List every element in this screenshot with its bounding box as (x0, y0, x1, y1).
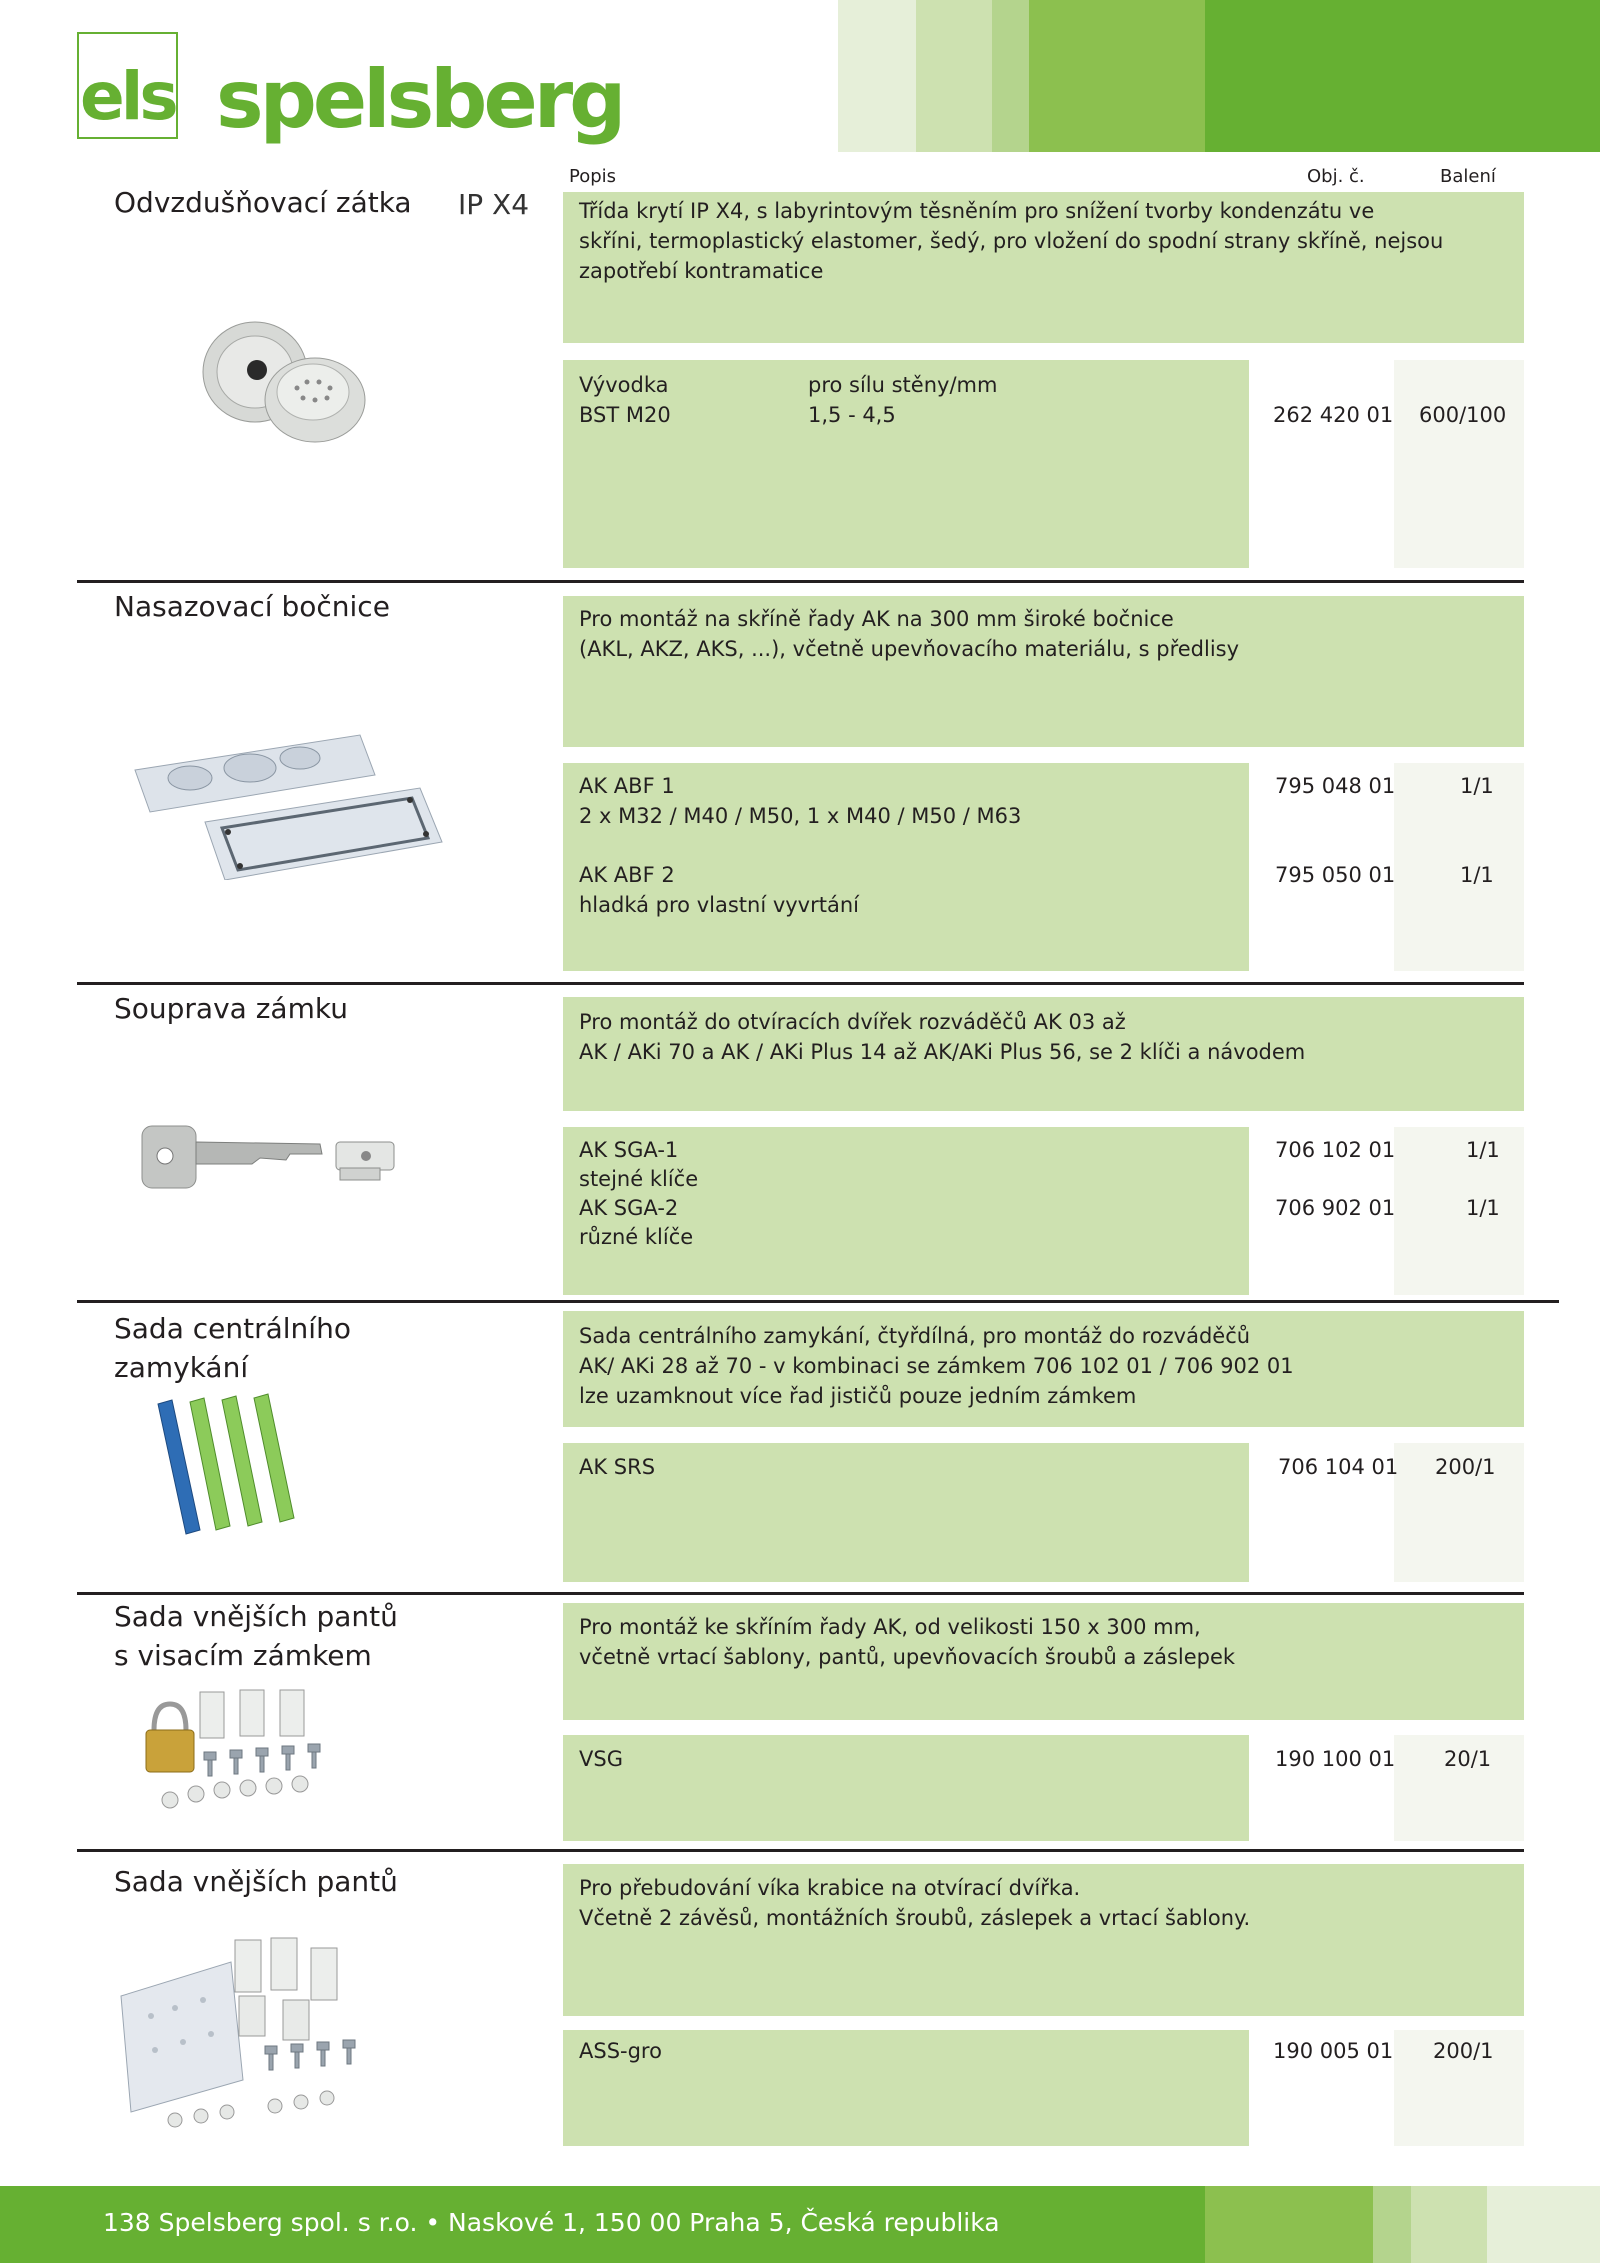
header-stripe-5 (1205, 0, 1600, 152)
section-title-central-lock-l2: zamykání (114, 1351, 249, 1384)
item-spec-value: 1,5 - 4,5 (808, 403, 896, 427)
packaging: 1/1 (1466, 1138, 1500, 1162)
header-stripe-2 (916, 0, 992, 152)
description-line: skříni, termoplastický elastomer, šedý, pro vložení do spodní strany skříně, nejsou (579, 229, 1444, 253)
hinge-kit-image (115, 1900, 365, 2130)
column-header-popis: Popis (569, 166, 617, 187)
section-title-vent-plug: Odvzdušňovací zátka (114, 186, 412, 219)
item-code: AK SRS (579, 1455, 656, 1479)
header-stripe-1 (838, 0, 916, 152)
footer-stripe-1 (1205, 2186, 1373, 2263)
order-number: 262 420 01 (1273, 403, 1394, 427)
pack-column-box (1394, 360, 1524, 568)
item-code: AK SGA-1 (579, 1138, 679, 1162)
section-title-lock-set: Souprava zámku (114, 992, 348, 1025)
section-divider (77, 982, 1524, 985)
item-detail: různé klíče (579, 1225, 694, 1249)
header-stripe-4 (1029, 0, 1205, 152)
pack-column-box (1394, 1127, 1524, 1295)
ip-badge: IP X4 (458, 188, 530, 221)
packaging: 200/1 (1433, 2039, 1494, 2063)
item-detail: 2 x M32 / M40 / M50, 1 x M40 / M50 / M63 (579, 804, 1022, 828)
description-line: Pro přebudování víka krabice na otvírací dvířka. (579, 1876, 1081, 1900)
logo-els: els (80, 58, 175, 135)
description-line: Pro montáž ke skříním řady AK, od velikosti 150 x 300 mm, (579, 1615, 1201, 1639)
description-line: včetně vrtací šablony, pantů, upevňovacích šroubů a záslepek (579, 1645, 1236, 1669)
header-stripe-3 (992, 0, 1029, 152)
section-divider (77, 1300, 1559, 1303)
column-header-baleni: Balení (1440, 166, 1496, 187)
item-code: ASS-gro (579, 2039, 662, 2063)
packaging: 20/1 (1444, 1747, 1492, 1771)
description-line: zapotřebí kontramatice (579, 259, 824, 283)
order-number: 190 005 01 (1273, 2039, 1394, 2063)
item-code: BST M20 (579, 403, 671, 427)
order-number: 706 104 01 (1278, 1455, 1399, 1479)
item-code: AK SGA-2 (579, 1196, 679, 1220)
description-line: Sada centrálního zamykání, čtyřdílná, pro montáž do rozváděčů (579, 1324, 1251, 1348)
item-box (563, 1443, 1249, 1582)
section-divider (77, 1592, 1524, 1595)
item-code: VSG (579, 1747, 623, 1771)
item-box (563, 2030, 1249, 2146)
footer-stripe-4 (1487, 2186, 1600, 2263)
page-number: 138 (103, 2208, 151, 2237)
side-panel-image (130, 730, 450, 880)
footer-text (103, 2208, 1000, 2237)
footer-stripe-3 (1411, 2186, 1487, 2263)
footer-stripe-2 (1373, 2186, 1411, 2263)
item-code: AK ABF 1 (579, 774, 675, 798)
order-number: 795 050 01 (1275, 863, 1396, 887)
section-title-padlock-hinges-l2: s visacím zámkem (114, 1639, 372, 1672)
order-number: 706 102 01 (1275, 1138, 1396, 1162)
vent-plug-image (185, 310, 375, 450)
section-divider (77, 1849, 1524, 1852)
padlock-hinge-kit-image (140, 1686, 350, 1834)
description-line: AK / AKi 70 a AK / AKi Plus 14 až AK/AKi Plus 56, se 2 klíči a návodem (579, 1040, 1306, 1064)
description-line: Třída krytí IP X4, s labyrintovým těsněním pro snížení tvorby kondenzátu ve (579, 199, 1375, 223)
packaging: 1/1 (1466, 1196, 1500, 1220)
section-title-central-lock: Sada centrálního (114, 1312, 351, 1345)
description-line: Pro montáž do otvíracích dvířek rozváděčů AK 03 až (579, 1010, 1126, 1034)
packaging: 200/1 (1435, 1455, 1496, 1479)
company-address: Spelsberg spol. s r.o. • Naskové 1, 150 00 Praha 5, Česká republika (158, 2208, 1000, 2237)
item-spec-label: pro sílu stěny/mm (808, 373, 998, 397)
lock-key-image (140, 1120, 400, 1200)
logo-spelsberg: spelsberg (216, 53, 623, 146)
item-detail: hladká pro vlastní vyvrtání (579, 893, 859, 917)
packaging: 600/100 (1419, 403, 1507, 427)
item-detail: stejné klíče (579, 1167, 699, 1191)
item-box (563, 1735, 1249, 1841)
item-label: Vývodka (579, 373, 669, 397)
section-divider (77, 580, 1524, 583)
description-line: Včetně 2 závěsů, montážních šroubů, záslepek a vrtací šablony. (579, 1906, 1251, 1930)
description-line: AK/ AKi 28 až 70 - v kombinaci se zámkem 706 102 01 / 706 902 01 (579, 1354, 1294, 1378)
description-line: Pro montáž na skříně řady AK na 300 mm široké bočnice (579, 607, 1174, 631)
section-title-side-panel: Nasazovací bočnice (114, 590, 390, 623)
item-code: AK ABF 2 (579, 863, 675, 887)
column-header-obj: Obj. č. (1307, 166, 1365, 187)
order-number: 190 100 01 (1275, 1747, 1396, 1771)
packaging: 1/1 (1460, 774, 1494, 798)
section-title-hinge-kit: Sada vnějších pantů (114, 1865, 398, 1898)
packaging: 1/1 (1460, 863, 1494, 887)
section-title-padlock-hinges: Sada vnějších pantů (114, 1600, 398, 1633)
description-line: (AKL, AKZ, AKS, ...), včetně upevňovacího materiálu, s předlisy (579, 637, 1240, 661)
order-number: 795 048 01 (1275, 774, 1396, 798)
pack-column-box (1394, 763, 1524, 971)
description-line: lze uzamknout více řad jističů pouze jedním zámkem (579, 1384, 1137, 1408)
central-lock-rails-image (150, 1392, 310, 1542)
order-number: 706 902 01 (1275, 1196, 1396, 1220)
